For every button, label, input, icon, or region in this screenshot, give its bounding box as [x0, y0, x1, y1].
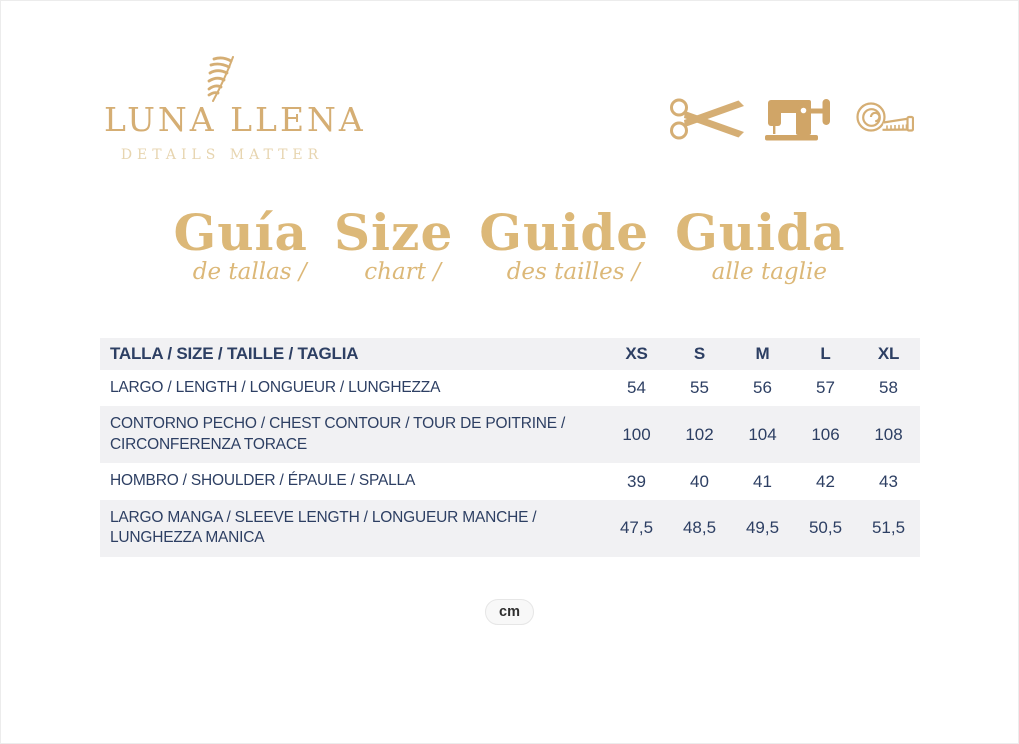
column-header-l: L — [820, 344, 831, 363]
palm-leaf-icon — [104, 52, 340, 102]
brand-name: LUNA LLENA — [104, 100, 366, 139]
cell-value: 56 — [753, 378, 772, 398]
cell-value: 51,5 — [871, 518, 906, 538]
headline-title-en: Size — [333, 203, 454, 262]
cell-value: 108 — [874, 424, 903, 444]
column-header-xs: XS — [625, 344, 648, 363]
cell-value: 106 — [811, 424, 840, 444]
measuring-tape-icon — [850, 98, 914, 140]
size-table-container — [100, 338, 920, 557]
cell-value: 39 — [627, 471, 646, 491]
scissors-icon — [668, 96, 746, 142]
cell-value: 47,5 — [619, 518, 654, 538]
cell-value: 42 — [816, 471, 835, 491]
headline-subtitle-it: alle taglie — [711, 259, 827, 285]
table-row-chest-contour — [100, 406, 920, 463]
cell-value: 48,5 — [682, 518, 717, 538]
size-guide-headline — [0, 203, 1019, 285]
headline-title-es: Guía — [173, 203, 308, 262]
headline-subtitle-es: de tallas / — [192, 259, 307, 285]
headline-subtitle-fr: des tailles / — [506, 259, 640, 285]
table-row-sleeve-length — [100, 500, 920, 557]
cell-value: 54 — [627, 378, 646, 398]
headline-it — [675, 203, 846, 285]
headline-fr — [479, 203, 650, 285]
cell-value: 102 — [685, 424, 714, 444]
headline-title-fr: Guide — [479, 203, 650, 262]
brand-tagline: DETAILS MATTER — [120, 147, 324, 164]
cell-value: 50,5 — [808, 518, 843, 538]
size-table — [100, 338, 920, 557]
row-label: CONTORNO PECHO / CHEST CONTOUR / TOUR DE POITRINE / CIRCONFERENZA TORACE — [110, 415, 566, 453]
column-header-xl: XL — [877, 344, 900, 363]
cell-value: 43 — [879, 471, 898, 491]
row-label: HOMBRO / SHOULDER / ÉPAULE / SPALLA — [110, 472, 416, 490]
headline-title-it: Guida — [675, 203, 846, 262]
table-header-row — [100, 338, 920, 370]
headline-en — [333, 203, 454, 285]
cell-value: 104 — [748, 424, 777, 444]
sewing-machine-icon — [765, 94, 831, 144]
cell-value: 41 — [753, 471, 772, 491]
row-label: LARGO MANGA / SLEEVE LENGTH / LONGUEUR MANCHE / LUNGHEZZA MANICA — [110, 508, 537, 547]
cell-value: 55 — [690, 378, 709, 398]
headline-subtitle-en: chart / — [364, 259, 441, 285]
cell-value: 58 — [879, 378, 898, 398]
table-row-length — [100, 370, 920, 406]
column-header-measure: TALLA / SIZE / TAILLE / TAGLIA — [110, 344, 359, 363]
cell-value: 49,5 — [745, 518, 780, 538]
column-header-s: S — [693, 344, 706, 363]
column-header-m: M — [755, 344, 770, 363]
unit-row — [0, 599, 1019, 625]
craft-icons-row — [668, 88, 914, 150]
row-label: LARGO / LENGTH / LONGUEUR / LUNGHEZZA — [110, 379, 441, 396]
table-row-shoulder — [100, 463, 920, 499]
cell-value: 100 — [622, 424, 651, 444]
brand-logo — [104, 52, 366, 164]
headline-es — [173, 203, 308, 285]
cell-value: 40 — [690, 471, 709, 491]
cell-value: 57 — [816, 378, 835, 398]
unit-cm-button[interactable]: cm — [485, 599, 534, 625]
